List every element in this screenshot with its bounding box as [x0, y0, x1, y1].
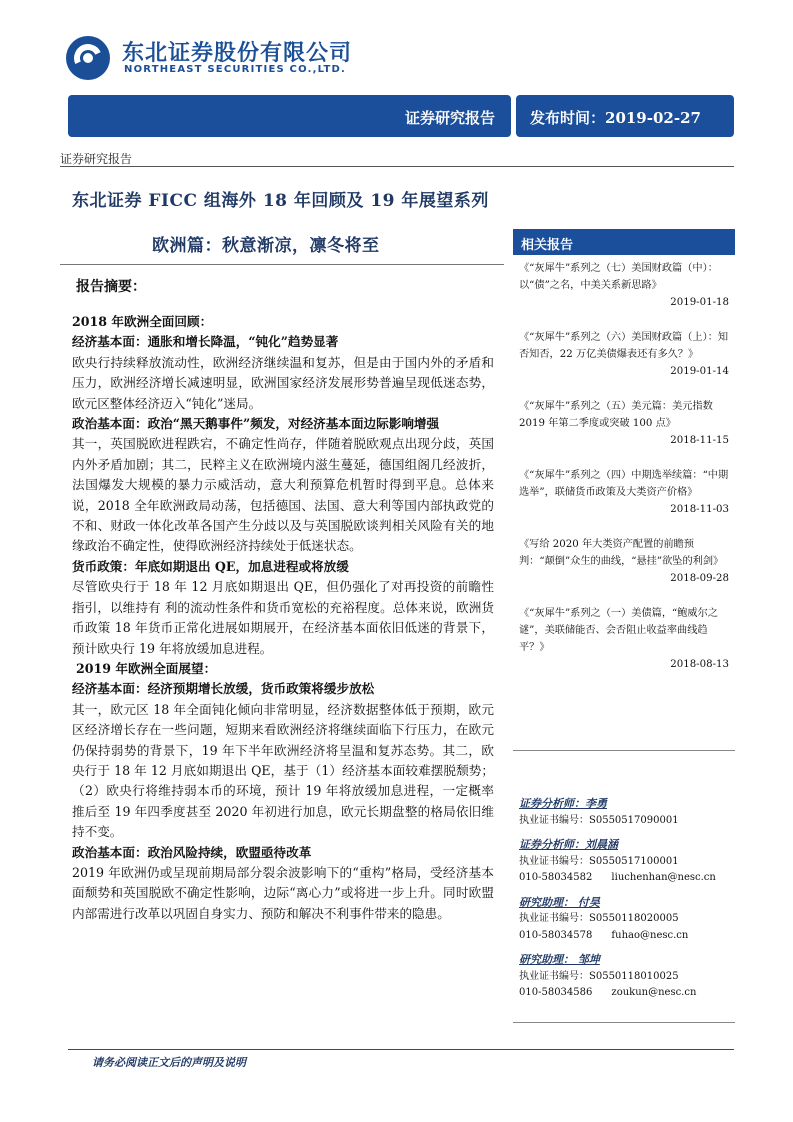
related-report-date: 2018-11-03 — [670, 504, 729, 515]
report-type-banner — [68, 95, 511, 137]
analyst-contact-line: 执业证书编号：S0550517100001 — [519, 855, 679, 867]
footer-divider — [68, 1049, 734, 1050]
report-subtitle: 欧洲篇：秋意渐凉，凛冬将至 — [152, 236, 380, 256]
publish-date-label: 发布时间：2019-02-27 — [530, 109, 701, 127]
company-logo — [66, 36, 366, 82]
related-report-title: 《“灰犀牛”系列之（七）美国财政篇（中）：以“债”之名，中美关系新思路》 — [519, 263, 718, 291]
related-report-item[interactable] — [519, 536, 729, 587]
analyst-contact-line: 010-58034582 liuchenhan@nesc.cn — [519, 872, 716, 883]
analyst-contact-line: 执业证书编号：S0550517090001 — [519, 814, 679, 826]
abstract-section-heading: 2019 年欧洲全面展望： — [76, 660, 217, 676]
related-report-title: 《写给 2020 年大类资产配置的前瞻预判：“颠倒”众生的曲线，“悬挂”欲坠的利剑》 — [519, 539, 724, 567]
analyst-role: 证券分析师：刘晨涵 — [519, 838, 618, 851]
analyst-contact-line: 010-58034578 fuhao@nesc.cn — [519, 929, 689, 941]
abstract-section-heading: 政治基本面：政治“黑天鹅事件”频发，对经济基本面边际影响增强 — [72, 416, 440, 432]
analyst-entry — [519, 895, 729, 945]
related-report-title: 《“灰犀牛”系列之（六）美国财政篇（上）：知否知否，22 万亿美债爆表还有多久？》 — [519, 332, 729, 360]
related-report-date: 2018-11-15 — [670, 435, 729, 446]
analyst-role: 证券分析师：李勇 — [519, 797, 607, 810]
related-report-item[interactable] — [519, 467, 729, 518]
logo-emblem-icon — [66, 36, 110, 80]
analyst-divider-bottom — [513, 1022, 735, 1023]
abstract-section-heading: 经济基本面：通胀和增长降温，“钝化”趋势显著 — [72, 334, 339, 350]
abstract-section-heading: 2018 年欧洲全面回顾： — [72, 314, 213, 329]
abstract-section-heading: 货币政策：年底如期退出 QE，加息进程或将放缓 — [72, 558, 349, 574]
related-report-date: 2019-01-14 — [670, 366, 729, 377]
abstract-body — [72, 312, 494, 924]
title-divider — [60, 264, 504, 265]
related-report-item[interactable] — [519, 329, 729, 380]
related-reports-heading: 相关报告 — [521, 238, 574, 253]
analyst-entry — [519, 796, 729, 829]
analyst-role: 研究助理： 邹坤 — [519, 953, 600, 966]
publish-date-banner — [516, 95, 734, 137]
analyst-divider-top — [513, 750, 735, 751]
abstract-paragraph: 2019 年欧洲仍或呈现前期局部分裂余波影响下的“重构”格局，受经济基本面颓势和英国脱欧不确定性影响，边际“离心力”或将进一步上升。同时欧盟内部需进行改革以巩固自身实力、预防和解决不利事件带来的隐患。 — [72, 864, 494, 921]
related-report-item[interactable] — [519, 260, 729, 311]
analyst-role: 研究助理： 付昊 — [519, 895, 600, 909]
company-name-en: NORTHEAST SECURITIES CO.,LTD. — [124, 64, 347, 75]
related-reports-header — [513, 229, 735, 255]
abstract-section-heading: 政治基本面：政治风险持续，欧盟亟待改革 — [72, 844, 312, 860]
abstract-section-heading: 经济基本面：经济预期增长放缓，货币政策将缓步放松 — [72, 681, 375, 697]
related-report-item[interactable] — [519, 605, 729, 673]
abstract-heading: 报告摘要： — [76, 279, 146, 295]
abstract-paragraph: 欧央行持续释放流动性，欧洲经济继续温和复苏，但是由于国内外的矛盾和压力，欧洲经济增长减速明显，欧洲国家经济发展形势普遍呈现低迷态势，欧元区整体经济迈入“钝化”迷局。 — [72, 354, 494, 411]
analyst-contact-line: 执业证书编号：S0550118010025 — [519, 970, 679, 982]
analyst-contact-line: 执业证书编号：S0550118020005 — [519, 913, 679, 924]
related-report-date: 2018-08-13 — [670, 659, 729, 670]
abstract-paragraph: 其一，英国脱欧进程跌宕，不确定性尚存，伴随着脱欧观点出现分歧，英国内外矛盾加剧；其二，民粹主义在欧洲境内滋生蔓延，德国组阁几经波折，法国爆发大规模的暴力示威活动，意大利预算危机暂时得到平息。总体来说，2018 全年欧洲政局动荡，包括德国、法国、意大利等国内部执政党的不和、财政一体化改革各国产生分歧以及与英国脱欧谈判相关风险有关的地缘政治不确定性，使得欧洲经济持续处于低迷状态。 — [72, 436, 494, 554]
footer-disclaimer: 请务必阅读正文后的声明及说明 — [92, 1056, 246, 1069]
related-report-date: 2019-01-18 — [670, 297, 729, 308]
related-report-title: 《“灰犀牛”系列之（五）美元篇：美元指数 2019 年第二季度或突破 100 点》 — [519, 401, 713, 429]
related-report-item[interactable] — [519, 398, 729, 449]
analyst-info — [519, 796, 729, 1002]
report-title: 东北证券 FICC 组海外 18 年回顾及 19 年展望系列 — [72, 191, 489, 211]
related-reports-list — [519, 260, 729, 673]
header-divider — [60, 166, 734, 167]
related-report-title: 《“灰犀牛”系列之（一）美债篇，“鲍威尔之谜”，美联储能否、会否阻止收益率曲线趋平？》 — [519, 608, 718, 653]
report-type-label: 证券研究报告 — [404, 109, 495, 127]
doc-category: 证券研究报告 — [60, 152, 133, 166]
analyst-contact-line: 010-58034586 zoukun@nesc.cn — [519, 987, 697, 998]
analyst-entry — [519, 952, 729, 1002]
related-report-date: 2018-09-28 — [670, 573, 729, 584]
abstract-paragraph: 其一，欧元区 18 年全面钝化倾向非常明显，经济数据整体低于预期，欧元区经济增长存在一些问题，短期来看欧洲经济将继续面临下行压力，在欧元仍保持弱势的背景下，19 年下半年欧洲经济将呈温和复苏态势。其二，欧央行于 18 年 12 月底如期退出 QE，基于（1）经济基本面较难摆脱颓势；（2）欧央行将维持弱本币的环境，预计 19 年将放缓加息进程，一定概率推后至 19 年四季度甚至 2020 年初进行加息，欧元长期盘整的格局依旧维持不变。 — [72, 701, 494, 840]
related-report-title: 《“灰犀牛”系列之（四）中期选举续篇：“中期选举”，联储货币政策及大类资产价格》 — [519, 470, 729, 498]
abstract-paragraph: 尽管欧央行于 18 年 12 月底如期退出 QE，但仍强化了对再投资的前瞻性指引，以维持有 利的流动性条件和货币宽松的充裕程度。总体来说，欧洲货币政策 18 年货币正常化进展如期展开，在经济基本面依旧低迷的背景下，预计欧央行 19 年将放缓加息进程。 — [72, 579, 494, 656]
analyst-entry — [519, 837, 729, 887]
company-name-cn: 东北证券股份有限公司 — [122, 41, 353, 66]
